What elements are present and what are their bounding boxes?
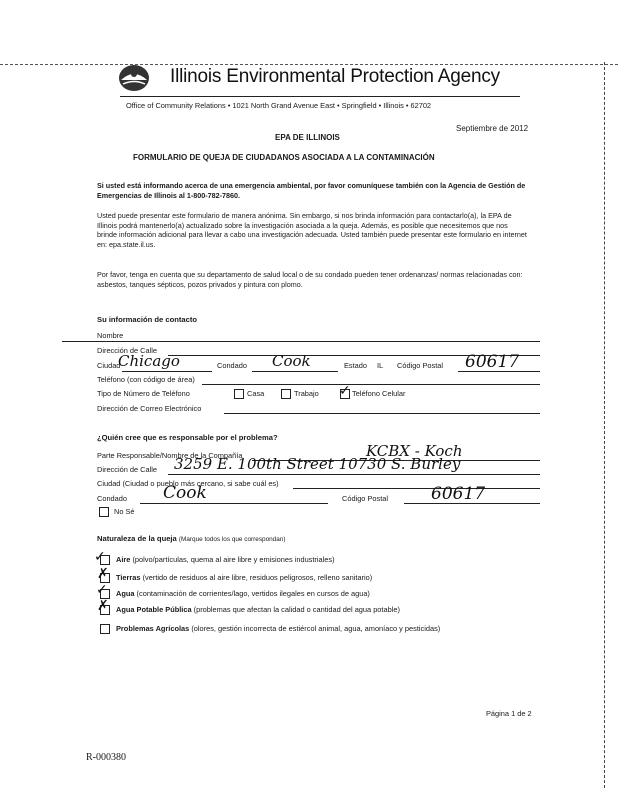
state-value[interactable]: IL <box>377 361 384 370</box>
drinking-water-check-mark: ✗ <box>97 598 109 614</box>
agricultural-item: Problemas Agrícolas (olores, gestión incorrecta de estiércol animal, agua, amoníaco y pesticidas) <box>116 624 441 633</box>
street-label: Dirección de Calle <box>97 346 157 355</box>
illinois-epa-logo <box>117 63 151 93</box>
resp-city-field[interactable] <box>293 488 540 489</box>
county-value[interactable]: Cook <box>272 352 311 370</box>
resp-zip-field[interactable] <box>404 503 540 504</box>
air-check-mark: ✓ <box>94 549 106 565</box>
zip-label: Código Postal <box>397 361 444 370</box>
city-label: Ciudad <box>97 361 121 370</box>
resp-county-label: Condado <box>97 494 127 503</box>
page-number: Página 1 de 2 <box>486 709 532 718</box>
water-check-mark: ✓ <box>96 582 108 598</box>
land-check-mark: ✗ <box>97 566 109 582</box>
resp-county-field[interactable] <box>140 503 328 504</box>
header-rule <box>120 96 520 97</box>
party-value[interactable]: KCBX - Koch <box>366 442 463 460</box>
emergency-notice: Si usted está informando acerca de una emergencia ambiental, por favor comuníquese también con la Agencia de Gestión de Emergencias de Illinois al 1-800-782-7860. <box>97 181 526 200</box>
scan-edge-right <box>604 62 605 788</box>
city-value[interactable]: Chicago <box>118 352 180 370</box>
resp-zip-label: Código Postal <box>342 494 389 503</box>
county-field[interactable] <box>252 371 338 372</box>
agency-name: Illinois Environmental Protection Agency <box>170 66 500 87</box>
resp-county-value[interactable]: Cook <box>163 483 207 503</box>
zip-field[interactable] <box>458 371 540 372</box>
drinking-water-item: Agua Potable Pública (problemas que afectan la calidad o cantidad del agua potable) <box>116 605 400 614</box>
contact-heading: Su información de contacto <box>97 315 197 324</box>
home-phone-checkbox[interactable] <box>234 389 244 399</box>
scan-edge-top <box>0 64 618 65</box>
county-label: Condado <box>217 361 247 370</box>
land-item: Tierras (vertido de residuos al aire libre, residuos peligrosos, relleno sanitario) <box>116 573 373 582</box>
form-title-1: EPA DE ILLINOIS <box>275 133 340 142</box>
responsible-heading: ¿Quién cree que es responsable por el problema? <box>97 433 278 442</box>
resp-city-label: Ciudad (Ciudad o pueblo más cercano, si sabe cuál es) <box>97 479 279 488</box>
agricultural-checkbox[interactable] <box>100 624 110 634</box>
nature-heading-note: (Marque todos los que correspondan) <box>178 536 286 543</box>
email-label: Dirección de Correo Electrónico <box>97 404 202 413</box>
name-label: Nombre <box>97 331 124 340</box>
form-date: Septiembre de 2012 <box>456 124 529 133</box>
cell-phone-check-mark: ✓ <box>339 383 351 399</box>
resp-zip-value[interactable]: 60617 <box>431 484 486 504</box>
resp-street-field[interactable] <box>168 474 540 475</box>
anonymous-notice: Usted puede presentar este formulario de manera anónima. Sin embargo, si nos brinda información para contactarlo(a), la EPA de Illinois podrá mantenerlo(a) actualizado sobre la investigación asociada a la queja. Además, es posible que necesitemos que nos brinde información adicional para llevar a cabo una investigación adecuada. Usted también puede presentar este formulario en internet en: epa.state.il.us. <box>97 211 527 249</box>
nature-heading-row <box>97 534 285 543</box>
phone-label: Teléfono (con código de área) <box>97 375 195 384</box>
water-item: Agua (contaminación de corrientes/lago, vertidos ilegales en cursos de agua) <box>116 589 370 598</box>
party-label: Parte Responsable/Nombre de la Compañía <box>97 451 243 460</box>
agency-address: Office of Community Relations • 1021 North Grand Avenue East • Springfield • Illinois • 62702 <box>126 101 432 110</box>
phone-type-label: Tipo de Número de Teléfono <box>97 389 190 398</box>
resp-street-value[interactable]: 3259 E. 100th Street 10730 S. Burley <box>174 455 461 473</box>
bates-number: R-000380 <box>86 752 126 763</box>
work-phone-checkbox[interactable] <box>281 389 291 399</box>
nature-heading: Naturaleza de la queja <box>97 534 177 543</box>
local-ordinance-notice: Por favor, tenga en cuenta que su departamento de salud local o de su condado pueden tener ordenanzas/ normas relacionadas con: asbestos, tanques sépticos, pozos privados y pintura con plomo. <box>97 270 523 289</box>
air-item: Aire (polvo/partículas, quema al aire libre y emisiones industriales) <box>116 555 335 564</box>
zip-value[interactable]: 60617 <box>465 352 520 372</box>
email-field[interactable] <box>224 413 540 414</box>
name-field[interactable] <box>62 341 540 342</box>
city-field[interactable] <box>122 371 212 372</box>
form-title-2: FORMULARIO DE QUEJA DE CIUDADANOS ASOCIADA A LA CONTAMINACIÓN <box>133 153 435 162</box>
phone-field[interactable] <box>202 384 540 385</box>
cell-phone-label: Teléfono Celular <box>352 389 406 398</box>
home-phone-label: Casa <box>247 389 265 398</box>
state-label: Estado <box>344 361 368 370</box>
unknown-label: No Sé <box>114 507 135 516</box>
work-phone-label: Trabajo <box>294 389 319 398</box>
unknown-checkbox[interactable] <box>99 507 109 517</box>
resp-street-label: Dirección de Calle <box>97 465 157 474</box>
